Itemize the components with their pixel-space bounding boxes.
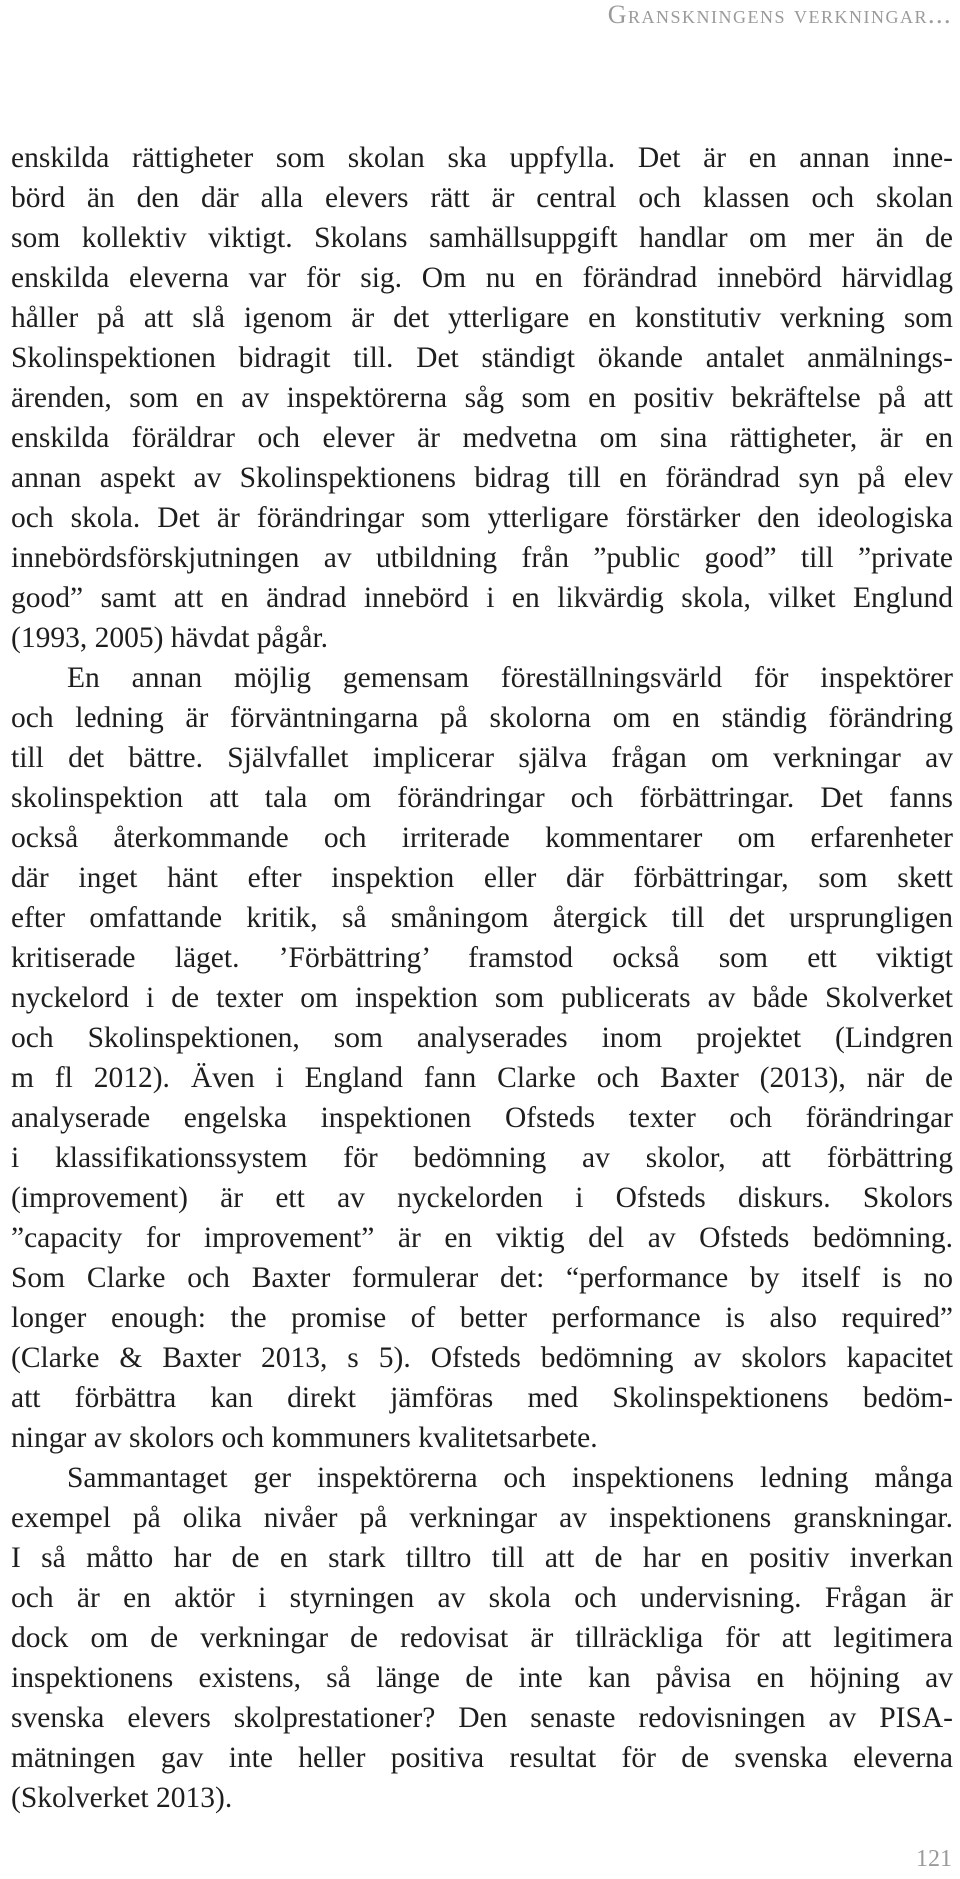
text-line: i klassifikationssystem för bedömning av skolor, att förbättring [11, 1142, 953, 1174]
text-line: Sammantaget ger inspektörerna och inspektionens ledning många [67, 1462, 953, 1494]
text-line: och ledning är förväntningarna på skolorna om en ständig förändring [11, 702, 953, 734]
text-line: longer enough: the promise of better performance is also required” [11, 1302, 953, 1334]
text-line: börd än den där alla elevers rätt är central och klassen och skolan [11, 182, 953, 214]
text-line: också återkommande och irriterade kommentarer om erfarenheter [11, 822, 953, 854]
page-number: 121 [916, 1846, 952, 1872]
text-line: inspektionens existens, så länge de inte kan påvisa en höjning av [11, 1662, 953, 1694]
text-line: dock om de verkningar de redovisat är tillräckliga för att legitimera [11, 1622, 953, 1654]
text-line: annan aspekt av Skolinspektionens bidrag till en förändrad syn på elev [11, 462, 953, 494]
text-line: efter omfattande kritik, så småningom återgick till det ursprungligen [11, 902, 953, 934]
text-line: svenska elevers skolprestationer? Den senaste redovisningen av PISA- [11, 1702, 953, 1734]
text-line: skolinspektion att tala om förändringar och förbättringar. Det fanns [11, 782, 953, 814]
text-line: som kollektiv viktigt. Skolans samhällsuppgift handlar om mer än de [11, 222, 953, 254]
text-line: enskilda föräldrar och elever är medvetna om sina rättigheter, är en [11, 422, 953, 454]
text-line: exempel på olika nivåer på verkningar av inspektionens granskningar. [11, 1502, 953, 1534]
text-line: Skolinspektionen bidragit till. Det ständigt ökande antalet anmälnings- [11, 342, 953, 374]
text-line: I så måtto har de en stark tilltro till att de har en positiv inverkan [11, 1542, 953, 1574]
text-line: och är en aktör i styrningen av skola och undervisning. Frågan är [11, 1582, 953, 1614]
text-line: (1993, 2005) hävdat pågår. [11, 622, 329, 654]
text-line: enskilda rättigheter som skolan ska uppfylla. Det är en annan inne- [11, 142, 953, 174]
paragraph [11, 658, 953, 1458]
text-line: good” samt att en ändrad innebörd i en likvärdig skola, vilket Englund [11, 582, 953, 614]
text-line: innebördsförskjutningen av utbildning från ”public good” till ”private [11, 542, 953, 574]
text-line: nyckelord i de texter om inspektion som publicerats av både Skolverket [11, 982, 953, 1014]
text-line: Som Clarke och Baxter formulerar det: “performance by itself is no [11, 1262, 953, 1294]
text-line: där inget hänt efter inspektion eller där förbättringar, som skett [11, 862, 953, 894]
text-line: (Skolverket 2013). [11, 1782, 233, 1814]
text-line: ningar av skolors och kommuners kvalitetsarbete. [11, 1422, 598, 1454]
text-line: att förbättra kan direkt jämföras med Skolinspektionens bedöm- [11, 1382, 953, 1414]
text-line: m fl 2012). Även i England fann Clarke och Baxter (2013), när de [11, 1062, 953, 1094]
text-line: En annan möjlig gemensam föreställningsvärld för inspektörer [67, 662, 953, 694]
text-line: kritiserade läget. ’Förbättring’ framstod också som ett viktigt [11, 942, 953, 974]
text-line: mätningen gav inte heller positiva resultat för de svenska eleverna [11, 1742, 953, 1774]
text-line: håller på att slå igenom är det ytterligare en konstitutiv verkning som [11, 302, 953, 334]
text-line: enskilda eleverna var för sig. Om nu en förändrad innebörd härvidlag [11, 262, 953, 294]
text-line: och skola. Det är förändringar som ytterligare förstärker den ideologiska [11, 502, 953, 534]
text-line: ärenden, som en av inspektörerna såg som en positiv bekräftelse på att [11, 382, 953, 414]
text-line: ”capacity for improvement” är en viktig del av Ofsteds bedömning. [11, 1222, 953, 1254]
text-line: till det bättre. Självfallet implicerar själva frågan om verkningar av [11, 742, 953, 774]
paragraph [11, 138, 953, 658]
body-text [11, 138, 953, 1818]
text-line: (improvement) är ett av nyckelorden i Ofsteds diskurs. Skolors [11, 1182, 953, 1214]
running-header: Granskningens verkningar... [607, 0, 952, 29]
paragraph [11, 1458, 953, 1818]
text-line: och Skolinspektionen, som analyserades inom projektet (Lindgren [11, 1022, 953, 1054]
text-line: (Clarke & Baxter 2013, s 5). Ofsteds bedömning av skolors kapacitet [11, 1342, 953, 1374]
text-line: analyserade engelska inspektionen Ofsteds texter och förändringar [11, 1102, 953, 1134]
